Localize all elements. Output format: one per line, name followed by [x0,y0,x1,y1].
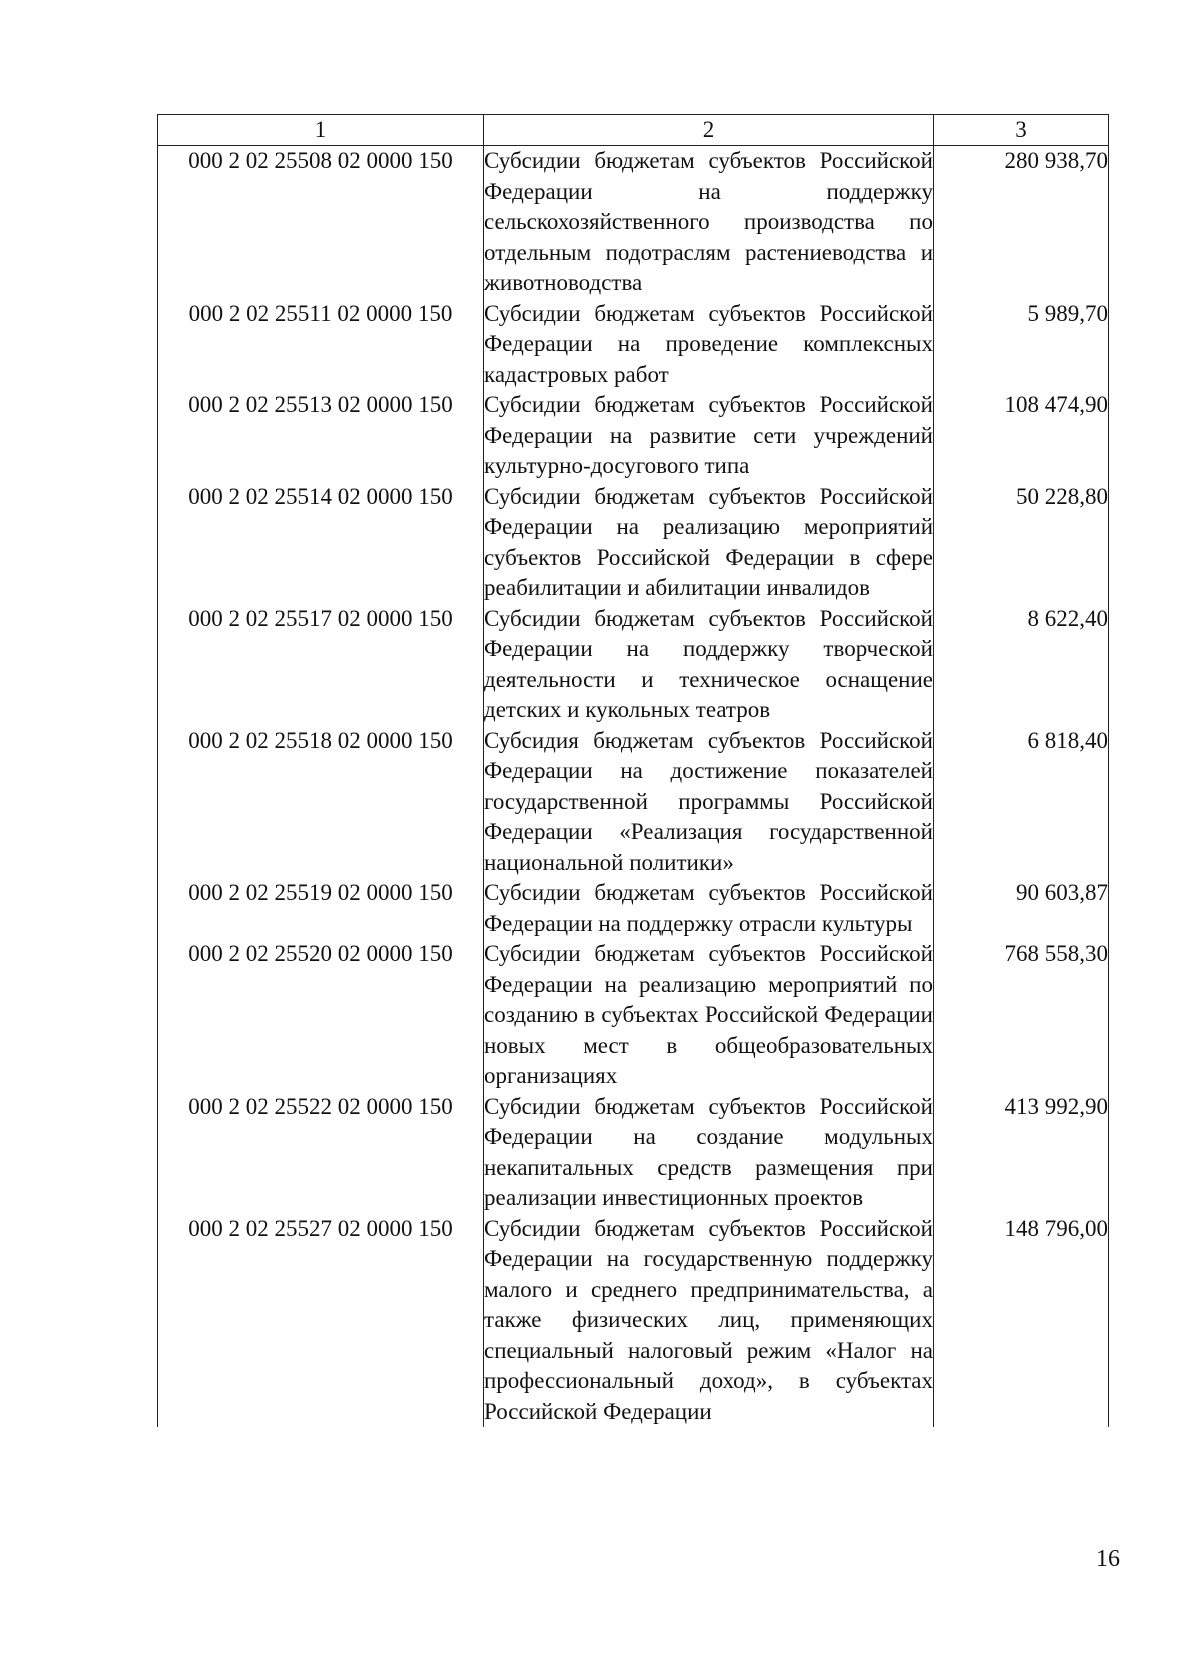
table-row [158,939,1109,1092]
amount-cell: 8 622,40 [934,604,1109,726]
budget-code-cell: 000 2 02 25520 02 0000 150 [158,939,484,1092]
column-header-description: 2 [484,115,934,146]
description-cell: Субсидии бюджетам субъектов Российской Федерации на развитие сети учреждений культурно-досугового типа [484,390,934,482]
amount-cell: 148 796,00 [934,1214,1109,1428]
description-cell: Субсидии бюджетам субъектов Российской Федерации на проведение комплексных кадастровых работ [484,299,934,391]
budget-code-cell: 000 2 02 25517 02 0000 150 [158,604,484,726]
table-row [158,482,1109,604]
description-cell: Субсидии бюджетам субъектов Российской Федерации на реализацию мероприятий по созданию в субъектах Российской Федерации новых мест в общеобразовательных организациях [484,939,934,1092]
page-number: 16 [1096,1546,1120,1572]
table-row [158,878,1109,939]
amount-cell: 6 818,40 [934,726,1109,879]
budget-code-cell: 000 2 02 25518 02 0000 150 [158,726,484,879]
budget-code-cell: 000 2 02 25508 02 0000 150 [158,146,484,299]
description-cell: Субсидия бюджетам субъектов Российской Федерации на достижение показателей государственной программы Российской Федерации «Реализация государственной национальной политики» [484,726,934,879]
table-row [158,390,1109,482]
budget-code-cell: 000 2 02 25519 02 0000 150 [158,878,484,939]
budget-code-cell: 000 2 02 25522 02 0000 150 [158,1092,484,1214]
description-cell: Субсидии бюджетам субъектов Российской Федерации на создание модульных некапитальных средств размещения при реализации инвестиционных проектов [484,1092,934,1214]
table-row [158,146,1109,299]
budget-code-cell: 000 2 02 25511 02 0000 150 [158,299,484,391]
amount-cell: 90 603,87 [934,878,1109,939]
amount-cell: 413 992,90 [934,1092,1109,1214]
description-cell: Субсидии бюджетам субъектов Российской Федерации на поддержку отрасли культуры [484,878,934,939]
amount-cell: 5 989,70 [934,299,1109,391]
budget-code-cell: 000 2 02 25513 02 0000 150 [158,390,484,482]
table-row [158,1214,1109,1428]
budget-table [157,114,1109,1427]
description-cell: Субсидии бюджетам субъектов Российской Федерации на государственную поддержку малого и среднего предпринимательства, а также физических лиц, применяющих специальный налоговый режим «Налог на профессиональный доход», в субъектах Российской Федерации [484,1214,934,1428]
table-row [158,1092,1109,1214]
amount-cell: 108 474,90 [934,390,1109,482]
amount-cell: 768 558,30 [934,939,1109,1092]
amount-cell: 280 938,70 [934,146,1109,299]
table-body [158,146,1109,1428]
table-header-row [158,115,1109,146]
description-cell: Субсидии бюджетам субъектов Российской Федерации на поддержку сельскохозяйственного производства по отдельным подотраслям растениеводства и животноводства [484,146,934,299]
budget-code-cell: 000 2 02 25514 02 0000 150 [158,482,484,604]
column-header-amount: 3 [934,115,1109,146]
table-row [158,299,1109,391]
description-cell: Субсидии бюджетам субъектов Российской Федерации на реализацию мероприятий субъектов Российской Федерации в сфере реабилитации и абилитации инвалидов [484,482,934,604]
table-row [158,726,1109,879]
column-header-code: 1 [158,115,484,146]
budget-code-cell: 000 2 02 25527 02 0000 150 [158,1214,484,1428]
table-row [158,604,1109,726]
description-cell: Субсидии бюджетам субъектов Российской Федерации на поддержку творческой деятельности и техническое оснащение детских и кукольных театров [484,604,934,726]
amount-cell: 50 228,80 [934,482,1109,604]
